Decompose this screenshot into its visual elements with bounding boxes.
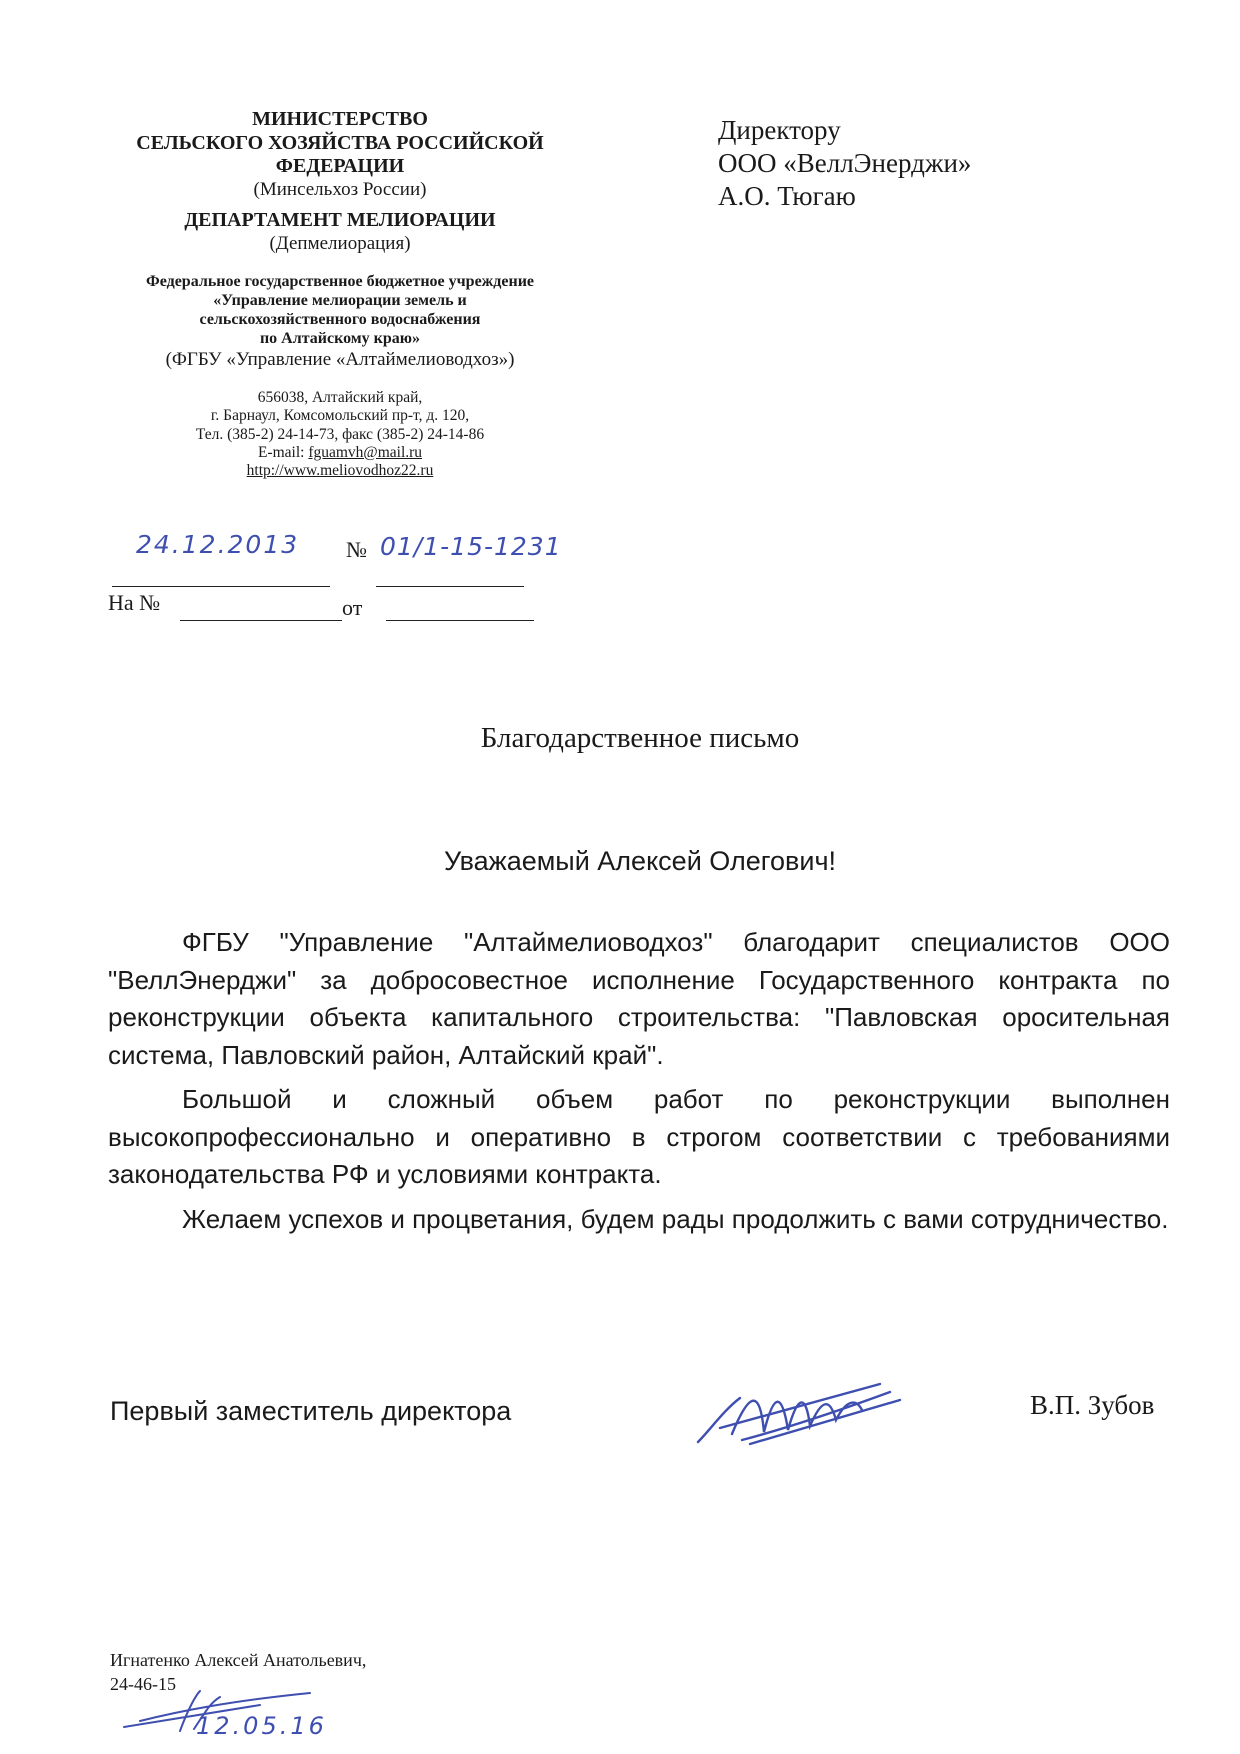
body-paragraph: Большой и сложный объем работ по реконструкции выполнен высокопрофессионально и оперативно в строгом соответствии с требованиями законодательства РФ и условиями контракта. (108, 1084, 1170, 1189)
outgoing-number: 01/1-15-1231 (380, 532, 562, 561)
addressee-line-3: А.О. Тюгаю (718, 181, 856, 211)
body-paragraph: Желаем успехов и процветания, будем рады продолжить с вами сотрудничество. (182, 1203, 1169, 1234)
website-link[interactable]: http://www.meliovodhoz22.ru (246, 462, 434, 480)
ministry-short-name: (Минсельхоз России) (253, 178, 427, 200)
body-paragraph: ФГБУ "Управление "Алтаймелиоводхоз" благодарит специалистов ООО "ВеллЭнерджи" за добросовестное исполнение Государственного контракта по реконструкции объекта капитального строительства: "Павловская оросительная система, Павловский район, Алтайский край". (108, 927, 1170, 1070)
reply-date-line (386, 590, 534, 621)
phone-fax: Тел. (385-2) 24-14-73, факс (385-2) 24-14-86 (195, 425, 485, 443)
institution-line-4: по Алтайскому краю» (259, 329, 421, 347)
institution-line-2: «Управление мелиорации земель и (213, 292, 467, 310)
addressee-line-1: Директору (718, 115, 841, 145)
email-line (100, 444, 580, 462)
department-short-name: (Депмелиорация) (269, 232, 411, 254)
addressee-line-2: ООО «ВеллЭнерджи» (718, 148, 972, 178)
letter-title: Благодарственное письмо (480, 722, 800, 754)
reply-number-line (180, 590, 342, 621)
institution-line-3: сельскохозяйственного водоснабжения (199, 310, 481, 328)
signatory-name: В.П. Зубов (1030, 1390, 1155, 1420)
signatory-position: Первый заместитель директора (110, 1396, 512, 1426)
addressee-block (718, 114, 971, 213)
outgoing-date-line (112, 556, 330, 587)
address-line-1: 656038, Алтайский край, (257, 389, 423, 407)
executor-handwritten-date: 12.05.16 (196, 1712, 327, 1740)
ministry-line-2: СЕЛЬСКОГО ХОЗЯЙСТВА РОССИЙСКОЙ (136, 131, 544, 154)
ministry-line-3: ФЕДЕРАЦИИ (275, 155, 405, 178)
outgoing-number-label: № (346, 537, 367, 562)
institution-short-name: (ФГБУ «Управление «Алтаймелиоводхоз») (165, 348, 515, 370)
reply-number-label: На № (108, 590, 161, 615)
email-label: E-mail: (257, 443, 309, 461)
address-line-2: г. Барнаул, Комсомольский пр-т, д. 120, (210, 407, 470, 425)
executor-name: Игнатенко Алексей Анатольевич, (110, 1650, 367, 1670)
salutation: Уважаемый Алексей Олегович! (443, 846, 837, 876)
ministry-line-1: МИНИСТЕРСТВО (252, 108, 428, 130)
letterhead (100, 108, 580, 481)
executor-phone: 24-46-15 (110, 1674, 176, 1694)
reply-from-label: от (342, 595, 363, 620)
signature-handwritten (690, 1370, 910, 1465)
department-name: ДЕПАРТАМЕНТ МЕЛИОРАЦИИ (184, 209, 496, 232)
email-link[interactable]: fguamvh@mail.ru (308, 443, 423, 461)
letter-body (108, 924, 1170, 1245)
institution-line-1: Федеральное государственное бюджетное учреждение (145, 273, 535, 291)
outgoing-date: 24.12.2013 (136, 530, 300, 559)
